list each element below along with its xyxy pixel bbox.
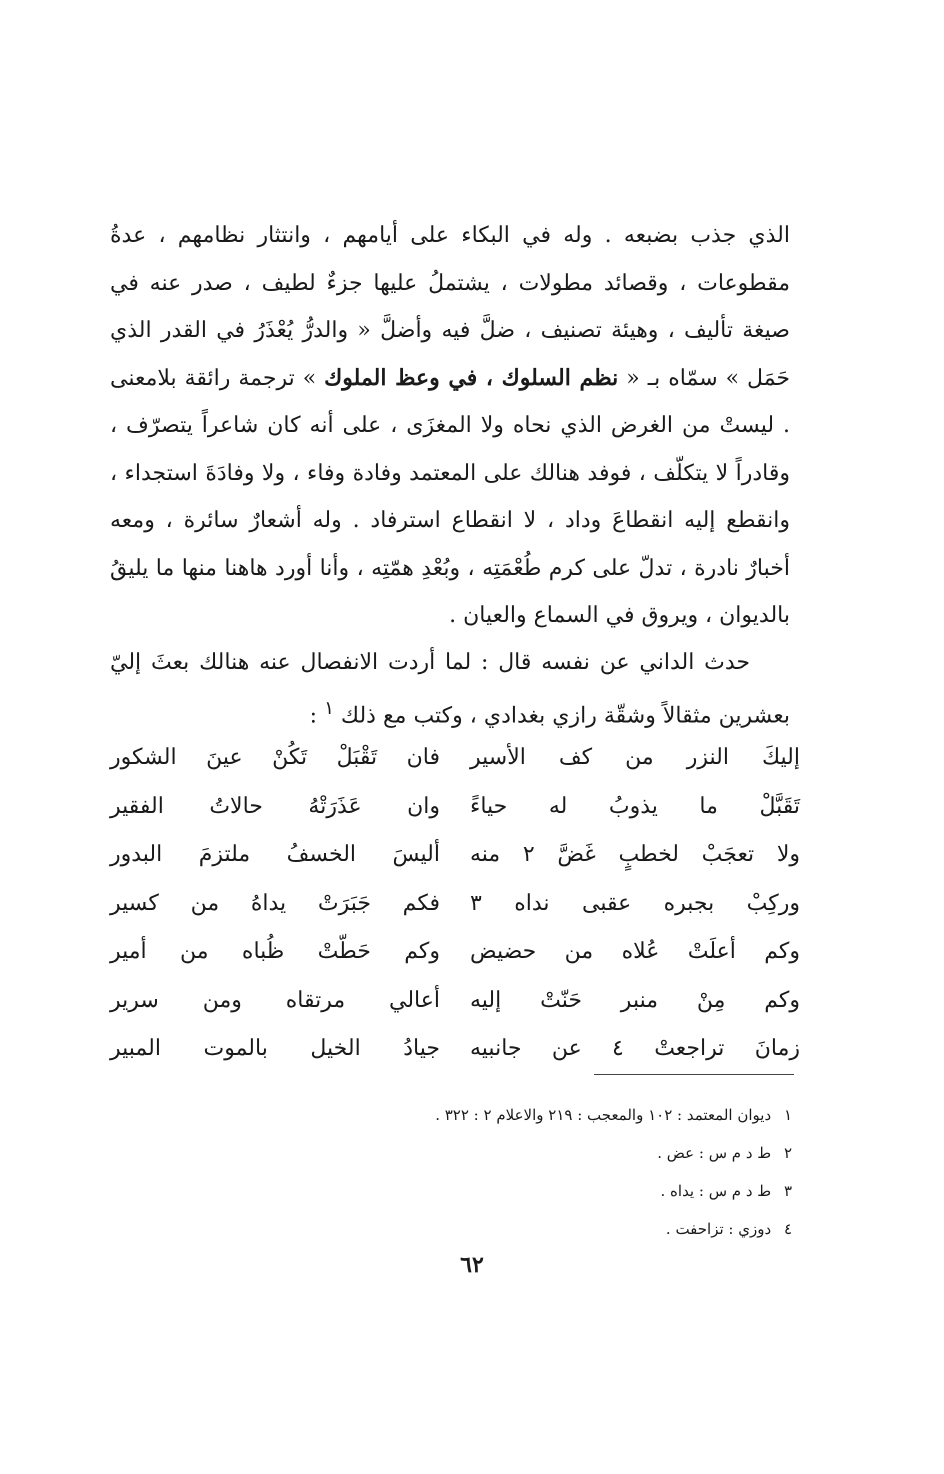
poem xyxy=(110,734,800,1074)
page-number: ٦٢ xyxy=(460,1252,484,1278)
verse-second-hemistich: أعالي مرتقاه ومن سرير xyxy=(110,987,440,1013)
footnote-text: ط د م س : يداه . xyxy=(660,1182,772,1200)
footnotes xyxy=(180,1096,792,1248)
paragraph1-text-a: الذي جذب بضبعه . وله في البكاء على أيامهم ، وانتثار نظامهم ، عدةُ مقطوعات ، وقصائد مطولات ، يشتملُ عليها جزءٌ لطيف ، صدر عنه في صيغة تأليف ، وهيئة تصنيف ، ضلَّ فيه وأضلَّ « والدرُّ يُعْذَرُ في القدر الذي حَمَل » سمّاه بـ « xyxy=(110,223,791,391)
verse-first-hemistich: وكم أعلَتْ عُلاه من حضيض xyxy=(470,939,800,964)
verse-second-hemistich: فان تَقْبَلْ تَكُنْ عينَ الشكور xyxy=(110,745,440,770)
footnote xyxy=(180,1096,792,1134)
book-title: نظم السلوك ، في وعظ الملوك xyxy=(324,364,619,391)
footnote-divider xyxy=(594,1074,794,1075)
verse-first-hemistich: زمانَ تراجعتْ ٤ عن جانبيه xyxy=(470,1036,800,1061)
verse-second-hemistich: أليسَ الخسفُ ملتزمَ البدور xyxy=(110,842,440,867)
verse-second-hemistich: وكم حَطّتْ ظُباه من أمير xyxy=(110,939,440,964)
paragraph1-text-b: » ترجمة رائقة بلامعنى . ليستْ من الغرض الذي نحاه ولا المغزَى ، على أنه كان شاعراً يتصرّف ، وقادراً لا يتكلّف ، فوفد هنالك على المعتمد وفادة وفاء ، ولا وفادَةَ استجداء ، وانقطع إليه انقطاعَ وداد ، لا انقطاع استرفاد . وله أشعارٌ سائرة ، ومعه أخبارٌ نادرة ، تدلّ على كرم طُعْمَتِه ، وبُعْدِ همّتِه ، وأنا أورد هاهنا منها ما يليقُ بالديوان ، ويروق في السماع والعيان . xyxy=(110,365,790,628)
verse-first-hemistich: تَقَبَّلْ ما يذوبُ له حياءً xyxy=(470,793,800,819)
verse-second-hemistich: وان عَذَرَتْهُ حالاتُ الفقير xyxy=(110,793,440,819)
poem-verse xyxy=(110,734,800,783)
footnote xyxy=(180,1134,792,1172)
poem-verse xyxy=(110,977,800,1026)
body-paragraph-1 xyxy=(110,212,790,640)
footnote-text: ط د م س : عض . xyxy=(657,1144,772,1162)
verse-first-hemistich: إليكَ النزر من كف الأسير xyxy=(470,745,800,770)
footnote-number: ٤ xyxy=(783,1220,792,1238)
body-paragraph-2 xyxy=(110,640,790,739)
verse-first-hemistich: وركِبْ بجبره عقبى نداه ٣ xyxy=(470,890,800,916)
poem-verse xyxy=(110,928,800,977)
verse-second-hemistich: جيادُ الخيل بالموت المبير xyxy=(110,1036,440,1061)
poem-verse xyxy=(110,783,800,832)
poem-verse xyxy=(110,880,800,929)
footnote xyxy=(180,1172,792,1210)
footnote-text: دوزي : تزاحفت . xyxy=(665,1220,772,1238)
footnote-number: ١ xyxy=(783,1106,792,1124)
poem-verse xyxy=(110,1025,800,1074)
paragraph2-ending: : xyxy=(309,703,318,729)
poem-verse xyxy=(110,831,800,880)
footnote-text: ديوان المعتمد : ١٠٢ والمعجب : ٢١٩ والاعلام ٢ : ٣٢٢ . xyxy=(435,1106,772,1124)
footnote-ref-1: ١ xyxy=(324,698,334,719)
footnote xyxy=(180,1210,792,1248)
paragraph2-text: حدث الداني عن نفسه قال : لما أردت الانفصال عنه هنالك بعثَ إليّ بعشرين مثقالاً وشقّة رازي بغدادي ، وكتب مع ذلك xyxy=(110,650,790,729)
footnote-number: ٢ xyxy=(783,1144,792,1162)
verse-first-hemistich: ولا تعجَبْ لخطبٍ غَضَّ ٢ منه xyxy=(470,842,800,867)
footnote-number: ٣ xyxy=(783,1182,792,1200)
verse-first-hemistich: وكم مِنْ منبر حَنّتْ إليه xyxy=(470,987,800,1013)
verse-second-hemistich: فكم جَبَرَتْ يداهُ من كسير xyxy=(110,890,440,916)
